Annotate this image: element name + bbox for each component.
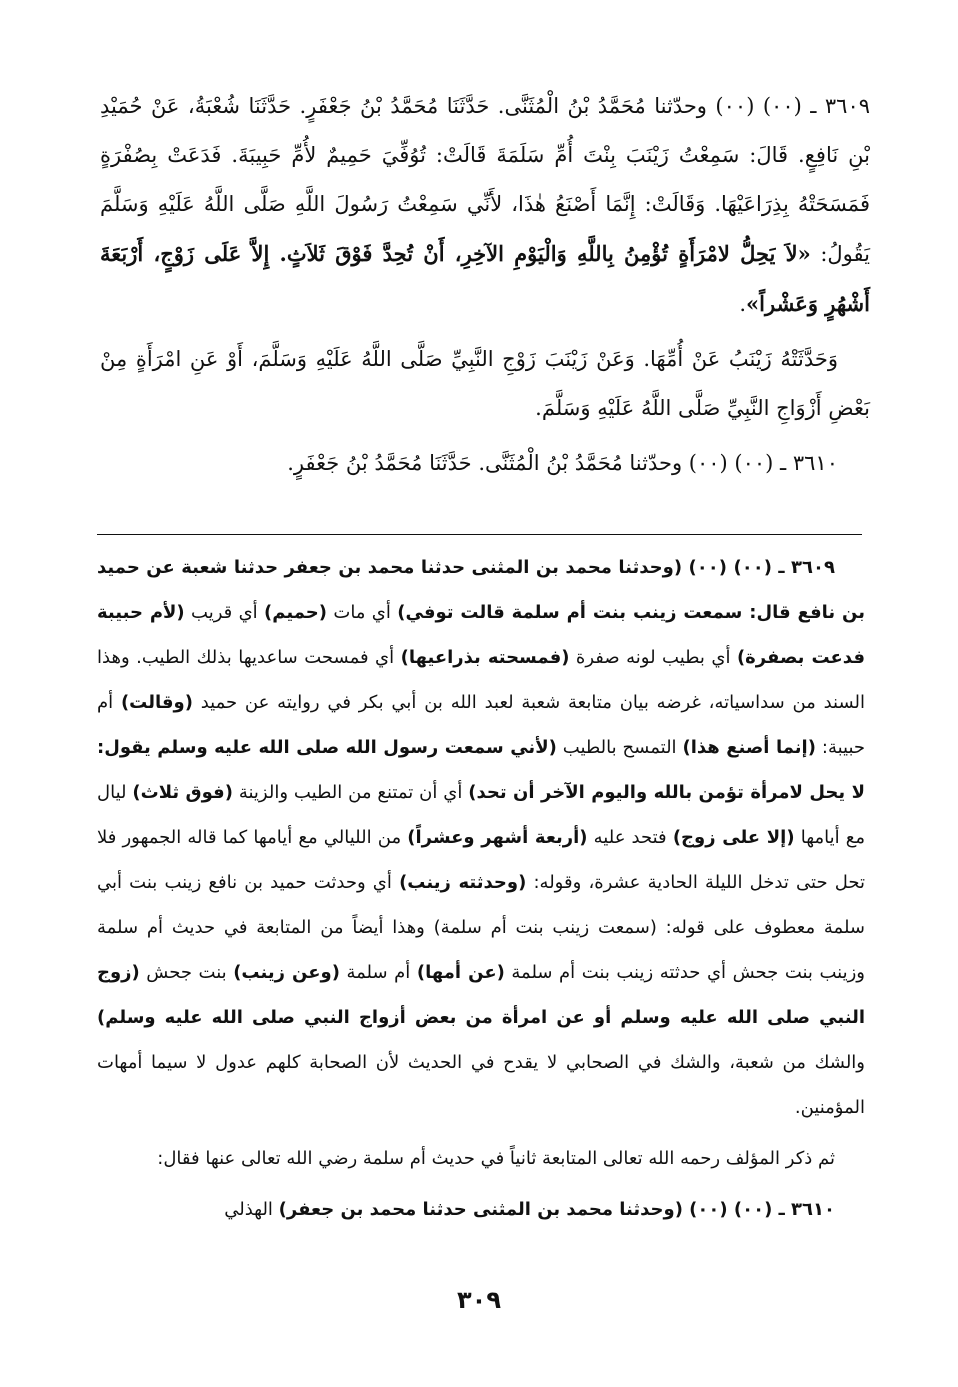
commentary-segment: أي وحدثت حميد بن نافع زينب بنت أبي سلمة معطوف على قوله: (سمعت زينب بنت أم سلمة) وهذا أيضاً من المتابعة في حديث أم سلمة وزينب بنت جحش أي حدثته زينب بنت أم سلمة bbox=[97, 872, 865, 983]
commentary-segment-bold: (وعن زينب) bbox=[233, 962, 340, 983]
commentary-segment: أي قريب bbox=[184, 602, 265, 623]
commentary-segment-bold: (لأني سمعت رسول الله صلى الله عليه وسلم يقول: لا يحل لامرأة تؤمن بالله واليوم الآخر أن تحد) bbox=[97, 737, 865, 803]
hadith-3609-quote: «لاَ يَحِلُّ لامْرَأَةٍ تُؤْمِنُ بِاللَّهِ وَالْيَوْمِ الآخِرِ، أَنْ تُحِدَّ فَوْقَ ثَلاَثٍ. إِلاَّ عَلَى زَوْجٍ، أَرْبَعَةَ أَشْهُرٍ وَعَشْراً» bbox=[100, 241, 870, 316]
commentary-segment: أم سلمة bbox=[339, 962, 417, 983]
commentary-3609-paragraph bbox=[97, 545, 865, 1130]
commentary-segment: ليال مع أيامها bbox=[97, 782, 865, 848]
commentary-segment: أي فمسحت ساعديها بذلك الطيب. وهذا السند من سداسياته، غرضه بيان متابعة شعبة لعبد الله بن أبي بكر في روايته عن حميد bbox=[97, 647, 865, 713]
commentary-segment: الهذلي bbox=[224, 1199, 279, 1220]
hadith-text-block bbox=[100, 82, 870, 488]
commentary-segment-bold: (وحدثته زينب) bbox=[399, 872, 527, 893]
commentary-segment-bold: (وقالت) bbox=[120, 692, 193, 713]
commentary-segment-bold: (أربعة أشهر وعشراً) bbox=[407, 827, 588, 848]
commentary-segment: أي مات bbox=[327, 602, 398, 623]
commentary-segment-bold: ٣٦١٠ ـ (٠٠) (٠٠) (وحدثنا محمد بن المثنى حدثنا محمد بن جعفر) bbox=[278, 1199, 835, 1220]
commentary-segment-bold: (فوق ثلاث) bbox=[132, 782, 233, 803]
footnote-separator bbox=[97, 534, 862, 535]
commentary-segment: أي أن تمتنع من الطيب والزينة bbox=[232, 782, 469, 803]
commentary-segment: والشك من شعبة، والشك في الصحابي لا يقدح في الحديث لأن الصحابة كلهم عدول لا سيما أمهات المؤمنين. bbox=[97, 1052, 865, 1118]
commentary-segment: التمسح بالطيب bbox=[556, 737, 683, 758]
commentary-segment-bold: (إلا على زوج) bbox=[672, 827, 795, 848]
commentary-transition-paragraph: ثم ذكر المؤلف رحمه الله تعالى المتابعة ثانياً في حديث أم سلمة رضي الله تعالى عنها فقال: bbox=[157, 1148, 835, 1169]
hadith-3609-end: . bbox=[739, 292, 747, 316]
commentary-block bbox=[97, 545, 865, 1232]
hadith-3609-text: ٣٦٠٩ ـ (٠٠) (٠٠) وحدّثنا مُحَمَّدُ بْنُ الْمُثَنَّى. حَدَّثَنَا مُحَمَّدُ بْنُ جَعْفَرٍ. حَدَّثَنَا شُعْبَةُ، عَنْ حُمَيْدِ بْنِ نَافِعٍ. قَالَ: سَمِعْتُ زَيْنَبَ بِنْتَ أُمِّ سَلَمَةَ قَالَتْ: تُوُفِّيَ حَمِيمٌ لأُمِّ حَبِيبَةَ. فَدَعَتْ بِصُفْرَةٍ فَمَسَحَتْهُ بِذِرَاعَيْهَا. وَقَالَتْ: إِنَّمَا أَصْنَعُ هٰذَا، لأَنِّي سَمِعْتُ رَسُولَ اللَّهِ صَلَّى اللَّهُ عَلَيْهِ وَسَلَّمَ يَقُولُ: bbox=[100, 94, 871, 266]
page-number: ٣٠٩ bbox=[457, 1286, 501, 1314]
commentary-3610-paragraph bbox=[97, 1187, 865, 1232]
commentary-segment: أي بطيب لونه صفرة bbox=[569, 647, 737, 668]
commentary-segment-bold: (إنما أصنع هذا) bbox=[682, 737, 816, 758]
commentary-segment: أم حبيبة: bbox=[97, 692, 866, 758]
commentary-segment: بنت جحش bbox=[139, 962, 234, 983]
commentary-segment-bold: (حميم) bbox=[264, 602, 328, 623]
commentary-segment: من الليالي مع أيامها كما قاله الجمهور فلا تحل حتى تدخل الليلة الحادية عشرة، وقوله: bbox=[97, 827, 865, 893]
commentary-segment: فتحد عليه bbox=[587, 827, 673, 848]
hadith-3610-paragraph: ٣٦١٠ ـ (٠٠) (٠٠) وحدّثنا مُحَمَّدُ بْنُ الْمُثَنَّى. حَدَّثَنَا مُحَمَّدُ بْنُ جَعْفَرٍ. bbox=[287, 451, 838, 475]
commentary-segment-bold: (عن أمها) bbox=[416, 962, 505, 983]
hadith-3609-continuation: وَحَدَّثَتْهُ زَيْنَبُ عَنْ أُمِّهَا. وَعَنْ زَيْنَبَ زَوْجِ النَّبِيِّ صَلَّى اللَّهُ عَلَيْهِ وَسَلَّمَ، أَوْ عَنِ امْرَأَةٍ مِنْ بَعْضِ أَزْوَاجِ النَّبِيِّ صَلَّى اللَّهُ عَلَيْهِ وَسَلَّمَ. bbox=[100, 347, 870, 420]
commentary-segment-bold: ٣٦٠٩ ـ (٠٠) (٠٠) (وحدثنا محمد بن المثنى حدثنا محمد بن جعفر حدثنا شعبة عن حميد بن نافع قال: سمعت زينب بنت أم سلمة قالت توفي) bbox=[97, 557, 865, 623]
commentary-segment-bold: (زوج النبي صلى الله عليه وسلم أو عن امرأة من بعض أزواج النبي صلى الله عليه وسلم) bbox=[97, 962, 865, 1028]
commentary-segment-bold: (فمسحته بذراعيها) bbox=[400, 647, 570, 668]
commentary-segment-bold: (لأم حبيبة فدعت بصفرة) bbox=[97, 602, 865, 668]
hadith-3609-paragraph bbox=[100, 82, 870, 329]
